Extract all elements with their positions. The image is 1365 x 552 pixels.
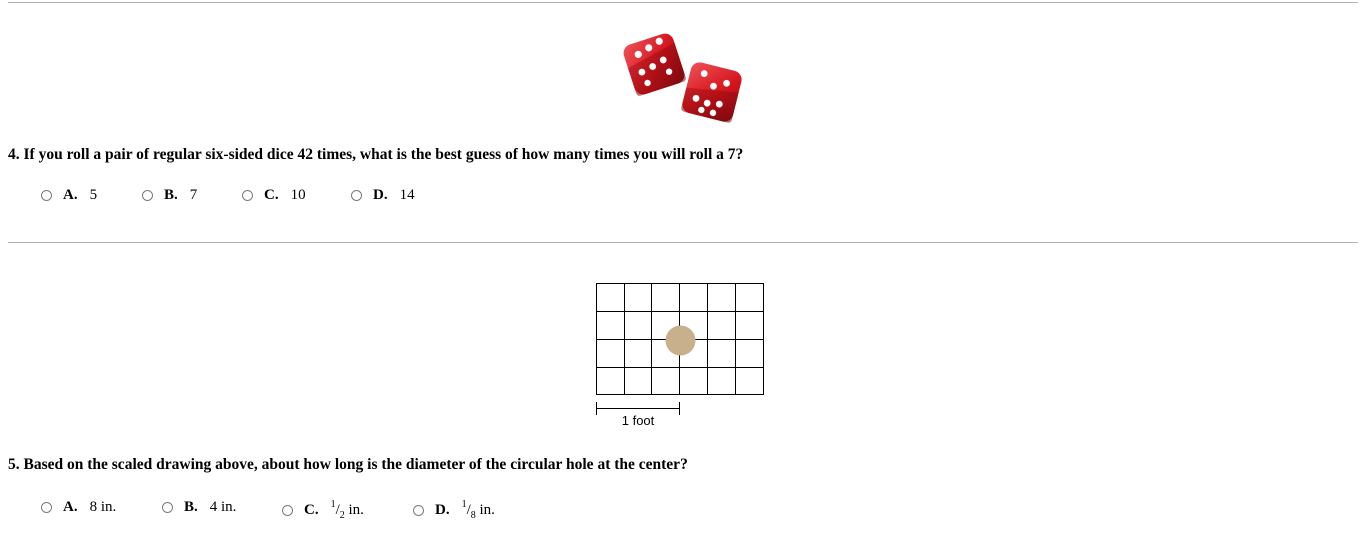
choice-letter: C.	[304, 501, 319, 518]
q4-choice-a[interactable]	[41, 187, 97, 204]
choice-value: 4 in.	[209, 499, 237, 515]
choice-letter: D.	[435, 501, 450, 518]
q5-choice-b[interactable]	[162, 499, 236, 516]
dice-image	[620, 30, 748, 126]
q4-choice-b[interactable]	[142, 187, 197, 204]
section-divider	[8, 242, 1358, 243]
q5-choice-c[interactable]	[282, 499, 364, 521]
q5-radio-a[interactable]	[41, 502, 52, 513]
fraction-value	[462, 499, 495, 521]
circular-hole	[666, 326, 696, 356]
question-4-text: 4. If you roll a pair of regular six-sided dice 42 times, what is the best guess of how many times you will roll a 7?	[8, 146, 744, 163]
q4-radio-c[interactable]	[242, 190, 253, 201]
fraction-denominator: 2	[339, 510, 345, 521]
fraction-numerator: 1	[330, 499, 336, 510]
choice-letter: C.	[264, 187, 279, 203]
q4-radio-b[interactable]	[142, 190, 153, 201]
fraction-numerator: 1	[461, 499, 467, 510]
fraction-slash: /	[466, 502, 471, 518]
fraction-slash: /	[335, 502, 340, 518]
fraction-value	[331, 499, 364, 521]
choice-letter: D.	[373, 187, 388, 203]
choice-value: 10	[290, 187, 306, 203]
choice-letter: A.	[63, 499, 78, 515]
q4-radio-a[interactable]	[41, 190, 52, 201]
die-1	[621, 31, 687, 97]
fraction-unit: in.	[344, 502, 364, 518]
question-5-text: 5. Based on the scaled drawing above, about how long is the diameter of the circular hole at the center?	[8, 456, 688, 473]
top-divider	[8, 2, 1358, 3]
q4-radio-d[interactable]	[351, 190, 362, 201]
q4-choice-c[interactable]	[242, 187, 306, 204]
choice-value: 5	[89, 187, 98, 203]
q4-choice-d[interactable]	[351, 187, 415, 204]
die-2	[680, 60, 743, 123]
choice-letter: B.	[184, 499, 198, 515]
scale-label: 1 foot	[621, 413, 655, 428]
choice-value: 14	[399, 187, 415, 203]
q5-radio-b[interactable]	[162, 502, 173, 513]
choice-letter: B.	[164, 187, 178, 203]
fraction-denominator: 8	[470, 510, 476, 521]
q5-radio-d[interactable]	[413, 505, 424, 516]
q5-choice-d[interactable]	[413, 499, 495, 521]
choice-value: 7	[189, 187, 198, 203]
q5-radio-c[interactable]	[282, 505, 293, 516]
choice-letter: A.	[63, 187, 78, 203]
fraction-unit: in.	[475, 502, 495, 518]
q5-choice-a[interactable]	[41, 499, 116, 516]
choice-value: 8 in.	[89, 499, 117, 515]
scaled-grid-drawing	[588, 276, 772, 436]
